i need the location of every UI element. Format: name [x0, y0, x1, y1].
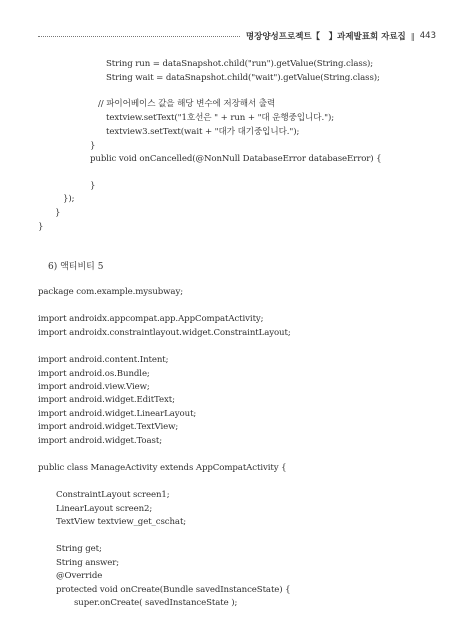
code-line: String get; — [56, 544, 102, 554]
code-line: import androidx.appcompat.app.AppCompatActivity; — [38, 314, 264, 324]
code-line: }); — [63, 194, 75, 204]
code-line: import androidx.constraintlayout.widget.ConstraintLayout; — [38, 328, 291, 338]
code-line: import android.widget.Toast; — [38, 436, 162, 446]
code-line: LinearLayout screen2; — [56, 504, 153, 514]
page-header — [38, 28, 436, 44]
code-line: import android.content.Intent; — [38, 355, 169, 365]
page-number: 443 — [419, 31, 436, 41]
code-line: import android.widget.EditText; — [38, 395, 175, 405]
code-line: } — [90, 141, 96, 151]
header-separator: ‖ — [410, 31, 415, 41]
code-line: } — [90, 181, 96, 191]
code-line: ConstraintLayout screen1; — [56, 490, 170, 500]
code-line: String wait = dataSnapshot.child("wait").getValue(String.class); — [106, 73, 380, 83]
code-line: TextView textview_get_cschat; — [56, 517, 187, 527]
header-title: 명장양성프로젝트【 】과제발표회 자료집 — [245, 32, 406, 42]
code-line: public void onCancelled(@NonNull DatabaseError databaseError) { — [90, 154, 382, 164]
code-line: import android.view.View; — [38, 382, 150, 392]
code-line: public class ManageActivity extends AppCompatActivity { — [38, 463, 287, 473]
code-line: @Override — [56, 571, 103, 581]
code-line: textview3.setText(wait + "대가 대기중입니다."); — [106, 127, 300, 137]
code-line: protected void onCreate(Bundle savedInstanceState) { — [56, 585, 291, 595]
code-line: import android.widget.LinearLayout; — [38, 409, 197, 419]
section-heading: 6) 액티비티 5 — [48, 262, 104, 272]
header-dotted-rule — [38, 36, 240, 37]
code-line: textview.setText("1호선은 " + run + "대 운행중입니다."); — [106, 113, 334, 123]
code-line: import android.os.Bundle; — [38, 369, 150, 379]
code-line: import android.widget.TextView; — [38, 422, 179, 432]
code-line: super.onCreate( savedInstanceState ); — [74, 598, 238, 608]
code-line: String answer; — [56, 558, 120, 568]
code-line: } — [38, 222, 44, 232]
code-line: String run = dataSnapshot.child("run").getValue(String.class); — [106, 59, 374, 69]
code-line: package com.example.mysubway; — [38, 287, 184, 297]
code-comment: // 파이어베이스 값을 해당 변수에 저장해서 출력 — [98, 99, 276, 109]
code-line: } — [55, 208, 61, 218]
